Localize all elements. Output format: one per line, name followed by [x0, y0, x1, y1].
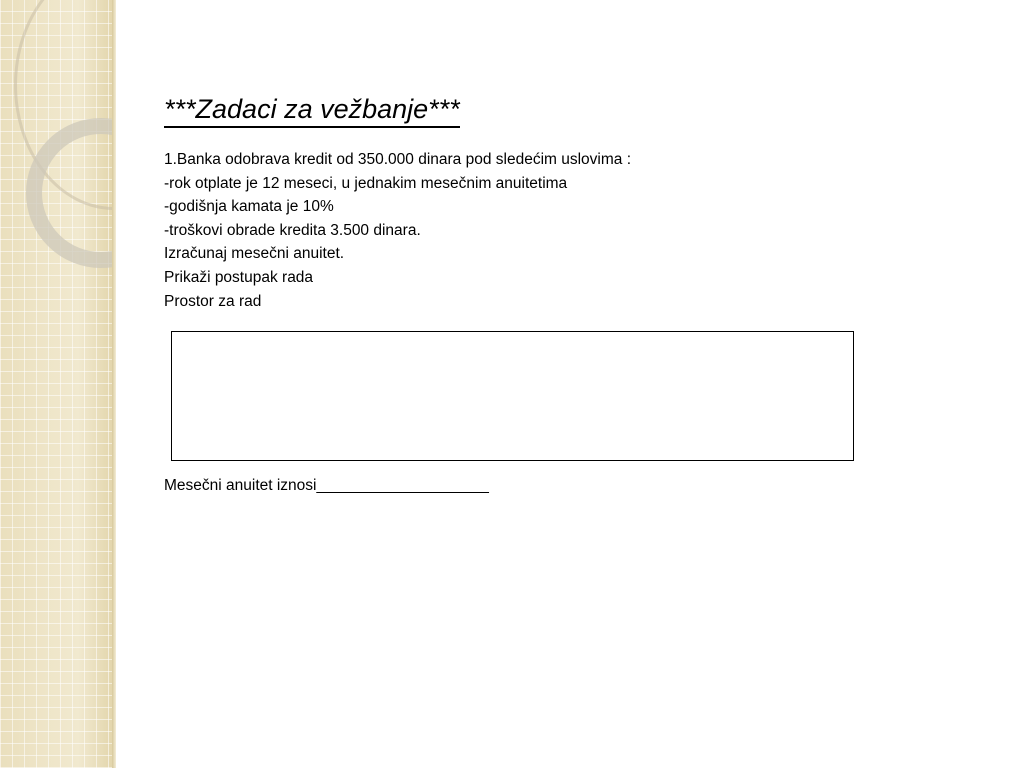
answer-line: Mesečni anuitet iznosi____________________: [164, 477, 489, 494]
slide-content: [164, 92, 864, 313]
task-line-3: -godišnja kamata je 10%: [164, 198, 334, 216]
side-panel-edge: [112, 0, 116, 768]
slide-title: ***Zadaci za vežbanje***: [164, 92, 460, 128]
task-line-7: Prostor za rad: [164, 292, 262, 310]
task-line-6: Prikaži postupak rada: [164, 268, 314, 286]
task-line-5: Izračunaj mesečni anuitet.: [164, 245, 345, 263]
work-area-box[interactable]: [171, 331, 854, 461]
decorative-side-panel: [0, 0, 112, 768]
task-line-2: -rok otplate je 12 meseci, u jednakim mesečnim anuitetima: [164, 174, 568, 192]
task-line-1: 1.Banka odobrava kredit od 350.000 dinara pod sledećim uslovima :: [164, 151, 632, 168]
task-line-4: -troškovi obrade kredita 3.500 dinara.: [164, 221, 421, 239]
